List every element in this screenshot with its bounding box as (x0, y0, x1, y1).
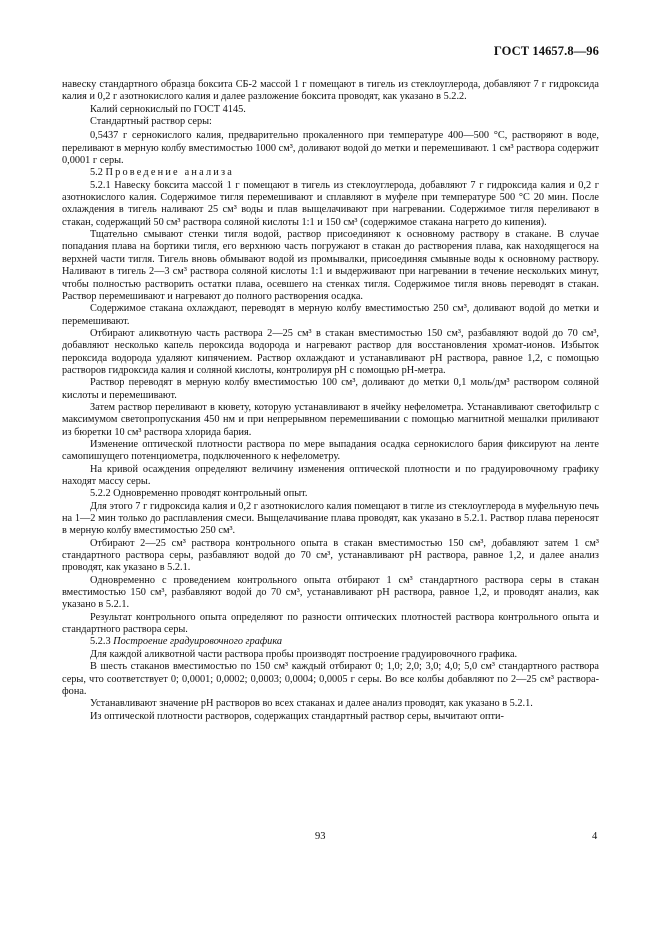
paragraph: Затем раствор переливают в кювету, которую устанавливают в ячейку нефелометра. Устанавливают светофильтр с максимумом светопропускания 450 нм и при непрерывном перемешивании с помощью магнитной мешалки приливают из бюретки 10 см³ раствора хлорида бария. (62, 401, 599, 438)
document-header: ГОСТ 14657.8—96 (493, 44, 599, 58)
paragraph: Для каждой аликвотной части раствора пробы производят построение градуировочного графика. (90, 648, 518, 660)
paragraph: Устанавливают значение рН растворов во всех стаканах и далее анализ проводят, как указано в 5.2.1. (90, 698, 533, 710)
paragraph: В шесть стаканов вместимостью по 150 см³ каждый отбирают 0; 1,0; 2,0; 3,0; 4,0; 5,0 см³ стандартного раствора серы, что соответствует 0; 0,0001; 0,0002; 0,0003; 0,0004; 0,0005 г серы. Во все колбы добавляют по 2—25 см³ раствора-фона. (62, 661, 599, 697)
paragraph: Для этого 7 г гидроксида калия и 0,2 г азотнокислого калия помещают в тигле из стеклоуглерода в муфельную печь на 1—2 мин только до расплавления смеси. Выщелачивание плава проводят, как указано в 5.2.1. Раствор плава переносят в мерную колбу вместимостью 250 см³. (62, 500, 599, 537)
paragraph: 5.2.1 Навеску боксита массой 1 г помещают в тигель из стеклоуглерода, добавляют 7 г гидроксида калия и 0,2 г азотнокислого калия. Содержимое тигля перемешивают и сплавляют в муфеле при температуре 500 °С 20 мин. После охлаждения в тигель наливают 25 см³ воды и плав выщелачивают при нагревании. Содержимое тигля переливают в стакан, содержащий 50 см³ раствора соляной кислоты 1:1 и 150 см³ (содержимое стакана нагрето до кипения). (62, 179, 599, 228)
paragraph: 5.2.2 Одновременно проводят контрольный опыт. (90, 488, 308, 500)
section-title: Проведение анализа (105, 167, 235, 179)
paragraph: Результат контрольного опыта определяют по разности оптических плотностей раствора контрольного опыта и стандартного раствора серы. (62, 611, 599, 636)
paragraph: Тщательно смывают стенки тигля водой, раствор присоединяют к основному раствору в стакане. В случае попадания плава на бортики тигля, его верхнюю часть погружают в стакан до растворения плава, как находящегося на верхней части тигля. Тигель вновь обмывают водой из промывалки, присоединяя смывные воды к основному раствору. Наливают в тигель 2—3 см³ раствора соляной кислоты 1:1 и выдерживают при нагревании в течение нескольких минут, чтобы полностью растворить остатки плава, осевшего на стенках тигля. Содержимое тигля вновь переводят в стакан. Раствор перемешивают и нагревают до полного растворения осадка. (62, 229, 599, 302)
page-number: 93 (315, 831, 326, 842)
paragraph: Раствор переводят в мерную колбу вместимостью 100 см³, доливают до метки 0,1 моль/дм³ раствором соляной кислоты и перемешивают. (62, 377, 599, 401)
paragraph: Одновременно с проведением контрольного опыта отбирают 1 см³ стандартного раствора серы в стакан вместимостью 150 см³, разбавляют водой до 70 см³, устанавливают рН раствора, равное 1,2, и проводят анализ, как указано в 5.2.1. (62, 574, 599, 611)
document-body (62, 79, 599, 723)
paragraph: На кривой осаждения определяют величину изменения оптической плотности и по градуировочному графику находят массу серы. (62, 463, 599, 487)
paragraph: Стандартный раствор серы: (90, 116, 212, 128)
paragraph: Содержимое стакана охлаждают, переводят в мерную колбу вместимостью 250 см³, доливают водой до метки и перемешивают. (62, 303, 599, 327)
section-number: 5.2.3 (90, 636, 111, 648)
sheet-number: 4 (592, 831, 598, 842)
paragraph: Отбирают аликвотную часть раствора 2—25 см³ в стакан вместимостью 150 см³, разбавляют водой до 70 см³, добавляют несколько капель пероксида водорода и нагревают раствор для восстановления хромат-ионов. Избыток пероксида водорода удаляют кипячением. Раствор охлаждают и устанавливают рН раствора, равное 1,2, с помощью растворов гидроксида калия и соляной кислоты, контролируя рН с помощью рН-метра. (62, 327, 599, 376)
paragraph: Из оптической плотности растворов, содержащих стандартный раствор серы, вычитают опти- (90, 710, 504, 722)
section-heading-5-2 (62, 167, 599, 179)
paragraph: 0,5437 г сернокислого калия, предварительно прокаленного при температуре 400—500 °С, растворяют в воде, переливают в мерную колбу вместимостью 1000 см³, доливают водой до метки и перемешивают. 1 см³ раствора содержит 0,0001 г серы. (62, 130, 599, 167)
section-title: Построение градуировочного графика (113, 636, 283, 648)
paragraph: Калий сернокислый по ГОСТ 4145. (90, 103, 246, 115)
paragraph: навеску стандартного образца боксита СБ-2 массой 1 г помещают в тигель из стеклоуглерода, добавляют 7 г гидроксида калия и 0,2 г азотнокислого калия и далее разложение боксита проводят, как указано в 5.2.2. (62, 79, 599, 103)
paragraph: Изменение оптической плотности раствора по мере выпадания осадка сернокислого бария фиксируют на ленте самопишущего потенциометра, подключенного к нефелометру. (62, 438, 599, 463)
section-heading-5-2-3 (62, 636, 599, 648)
paragraph: Отбирают 2—25 см³ раствора контрольного опыта в стакан вместимостью 150 см³, добавляют затем 1 см³ стандартного раствора серы, разбавляют водой до 70 см³, устанавливают рН раствора, равное 1,2, и далее анализ проводят, как указано в 5.2.1. (62, 537, 599, 574)
section-number: 5.2 (90, 167, 103, 179)
